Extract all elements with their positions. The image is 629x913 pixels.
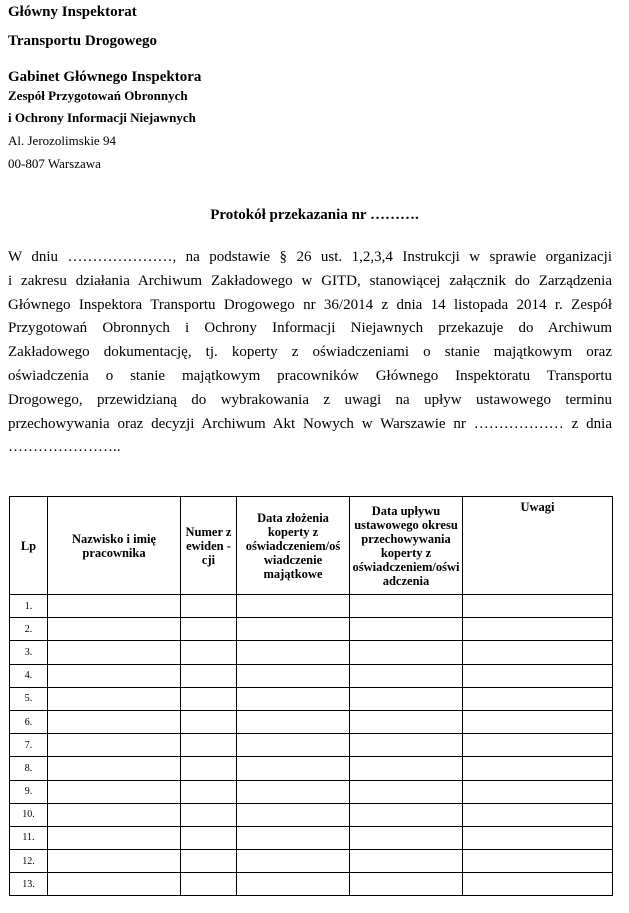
notes-cell[interactable] (463, 618, 613, 641)
column-header-number: Numer z ewiden -cji (181, 497, 237, 595)
table-row (10, 850, 613, 873)
name-cell[interactable] (48, 687, 181, 710)
transfer-register-table (9, 496, 613, 896)
date-submitted-cell[interactable] (237, 850, 350, 873)
notes-cell[interactable] (463, 641, 613, 664)
number-cell[interactable] (181, 826, 237, 849)
table-header-row (10, 497, 613, 595)
date-submitted-cell[interactable] (237, 618, 350, 641)
number-cell[interactable] (181, 664, 237, 687)
number-cell[interactable] (181, 618, 237, 641)
team-name-line1: Zespół Przygotowań Obronnych (8, 88, 188, 103)
date-expiry-cell[interactable] (350, 641, 463, 664)
date-expiry-cell[interactable] (350, 595, 463, 618)
table-row (10, 757, 613, 780)
name-cell[interactable] (48, 710, 181, 733)
date-expiry-cell[interactable] (350, 710, 463, 733)
office-name: Gabinet Głównego Inspektora (8, 69, 202, 85)
date-submitted-cell[interactable] (237, 687, 350, 710)
row-number: 12. (10, 850, 48, 873)
column-header-lp: Lp (10, 497, 48, 595)
street-address: Al. Jerozolimskie 94 (8, 133, 116, 148)
row-number: 7. (10, 734, 48, 757)
row-number: 5. (10, 687, 48, 710)
column-header-date-submitted: Data złożenia koperty z oświadczeniem/oś wiadczenie majątkowe (237, 497, 350, 595)
protocol-body-paragraph (8, 246, 612, 460)
number-cell[interactable] (181, 757, 237, 780)
date-submitted-cell[interactable] (237, 664, 350, 687)
name-cell[interactable] (48, 850, 181, 873)
body-line: Przygotowań Obronnych i Ochrony Informacji Niejawnych przekazuje do Archiwum (8, 320, 612, 337)
table-row (10, 780, 613, 803)
table-row (10, 873, 613, 896)
date-expiry-cell[interactable] (350, 618, 463, 641)
name-cell[interactable] (48, 641, 181, 664)
notes-cell[interactable] (463, 734, 613, 757)
body-line: ………………….. (8, 439, 121, 456)
number-cell[interactable] (181, 595, 237, 618)
date-expiry-cell[interactable] (350, 757, 463, 780)
row-number: 11. (10, 826, 48, 849)
notes-cell[interactable] (463, 873, 613, 896)
name-cell[interactable] (48, 664, 181, 687)
body-line: przechowywania oraz decyzji Archiwum Akt Nowych w Warszawie nr ……………… z dnia (8, 415, 612, 432)
name-cell[interactable] (48, 595, 181, 618)
notes-cell[interactable] (463, 803, 613, 826)
table-row (10, 710, 613, 733)
row-number: 10. (10, 803, 48, 826)
name-cell[interactable] (48, 734, 181, 757)
body-line: i zakresu działania Archiwum Zakładowego w GITD, stanowiącej załącznik do Zarządzenia (8, 272, 612, 289)
table-row (10, 734, 613, 757)
column-header-notes: Uwagi (463, 497, 613, 595)
number-cell[interactable] (181, 850, 237, 873)
table-row (10, 803, 613, 826)
date-expiry-cell[interactable] (350, 664, 463, 687)
column-header-date-expiry: Data upływu ustawowego okresu przechowywania koperty z oświadczeniem/oświ adczenia (350, 497, 463, 595)
date-submitted-cell[interactable] (237, 826, 350, 849)
date-submitted-cell[interactable] (237, 641, 350, 664)
date-submitted-cell[interactable] (237, 803, 350, 826)
row-number: 6. (10, 710, 48, 733)
name-cell[interactable] (48, 757, 181, 780)
row-number: 2. (10, 618, 48, 641)
table-row (10, 687, 613, 710)
name-cell[interactable] (48, 873, 181, 896)
date-submitted-cell[interactable] (237, 757, 350, 780)
body-line: Drogowego, przewidzianą do wybrakowania z uwagi na upływ ustawowego terminu (8, 391, 612, 408)
document-title: Protokół przekazania nr ………. (210, 207, 419, 223)
number-cell[interactable] (181, 780, 237, 803)
table-row (10, 641, 613, 664)
date-expiry-cell[interactable] (350, 850, 463, 873)
date-expiry-cell[interactable] (350, 734, 463, 757)
number-cell[interactable] (181, 873, 237, 896)
number-cell[interactable] (181, 687, 237, 710)
date-expiry-cell[interactable] (350, 687, 463, 710)
row-number: 3. (10, 641, 48, 664)
row-number: 1. (10, 595, 48, 618)
row-number: 4. (10, 664, 48, 687)
date-submitted-cell[interactable] (237, 734, 350, 757)
number-cell[interactable] (181, 803, 237, 826)
body-line: W dniu …………………, na podstawie § 26 ust. 1,2,3,4 Instrukcji w sprawie organizacji (8, 249, 612, 265)
name-cell[interactable] (48, 826, 181, 849)
notes-cell[interactable] (463, 850, 613, 873)
org-name-line1: Główny Inspektorat (8, 4, 137, 20)
date-expiry-cell[interactable] (350, 780, 463, 803)
row-number: 8. (10, 757, 48, 780)
team-name-line2: i Ochrony Informacji Niejawnych (8, 110, 196, 125)
notes-cell[interactable] (463, 710, 613, 733)
notes-cell[interactable] (463, 757, 613, 780)
body-line: oświadczenia o stanie majątkowym pracowników Głównego Inspektoratu Transportu (8, 367, 612, 384)
number-cell[interactable] (181, 641, 237, 664)
name-cell[interactable] (48, 803, 181, 826)
table-row (10, 664, 613, 687)
notes-cell[interactable] (463, 664, 613, 687)
number-cell[interactable] (181, 734, 237, 757)
table-row (10, 595, 613, 618)
date-expiry-cell[interactable] (350, 873, 463, 896)
notes-cell[interactable] (463, 595, 613, 618)
date-submitted-cell[interactable] (237, 710, 350, 733)
body-line: Głównego Inspektora Transportu Drogowego nr 36/2014 z dnia 14 listopada 2014 r. Zespół (8, 296, 612, 313)
row-number: 9. (10, 780, 48, 803)
name-cell[interactable] (48, 780, 181, 803)
date-submitted-cell[interactable] (237, 780, 350, 803)
notes-cell[interactable] (463, 687, 613, 710)
row-number: 13. (10, 873, 48, 896)
notes-cell[interactable] (463, 826, 613, 849)
date-expiry-cell[interactable] (350, 826, 463, 849)
column-header-name: Nazwisko i imię pracownika (48, 497, 181, 595)
name-cell[interactable] (48, 618, 181, 641)
notes-cell[interactable] (463, 780, 613, 803)
number-cell[interactable] (181, 710, 237, 733)
org-name-line2: Transportu Drogowego (8, 33, 158, 49)
postal-city: 00-807 Warszawa (8, 156, 101, 171)
date-submitted-cell[interactable] (237, 595, 350, 618)
table-row (10, 618, 613, 641)
date-expiry-cell[interactable] (350, 803, 463, 826)
date-submitted-cell[interactable] (237, 873, 350, 896)
body-line: Zakładowego dokumentację, tj. koperty z oświadczeniami o stanie majątkowym oraz (8, 344, 612, 361)
table-row (10, 826, 613, 849)
